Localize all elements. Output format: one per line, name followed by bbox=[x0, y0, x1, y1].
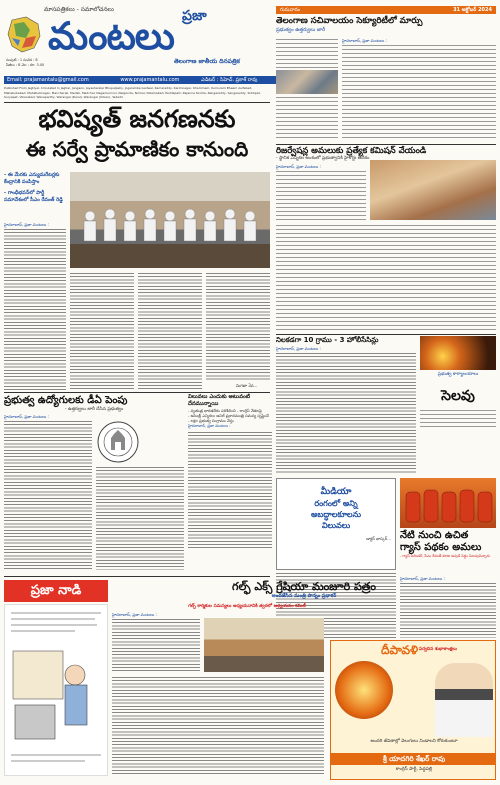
diwali-caption: ప్రభుత్వ కార్యాలయాలు bbox=[437, 372, 479, 377]
media-line1: మీడియా bbox=[320, 487, 352, 497]
media-byline: డాక్టర్ భాస్కర్... bbox=[366, 536, 391, 541]
ad-portrait bbox=[435, 663, 493, 737]
reservations-dateline: హైదరాబాద్, ప్రజా మంటలు : bbox=[276, 164, 321, 169]
logo-small: ప్రజా bbox=[182, 8, 207, 24]
gas-headline-line2: గ్యాస్ పథకం అమలు bbox=[400, 542, 482, 553]
praja-nadi-cartoon bbox=[4, 604, 108, 776]
diwali-lamps-photo bbox=[420, 336, 496, 370]
gold-headline: నిలకడగా 10 గ్రాము - 3 హోలీసేసిన్లు bbox=[276, 336, 379, 344]
published-from: Published From Jagtiyal, Circulated In Jagtial, Jangaon, Jayashankar Bhupalpally, Jogulamba Gadwal, Kamareddy, Karimnagar, Khammam, Kumuram Bheem Asifabad, Mahabubabad, Mahabubnagar, Mancherial, Medak, Medchal, Nagarkurnool, Nalgonda, Nirmal, Nizamabad, Peddapalli, Rajanna Sircilla, Rangareddy, Sangareddy, Siddipet, Suryapet, Vikarabad, Wanaparthy, Warangal (Rural), Warangal (Urban), Yadadri bbox=[4, 86, 261, 100]
media-line2: రంగంలో అన్ని bbox=[314, 499, 358, 508]
diwali-holiday-box bbox=[420, 336, 496, 476]
lead-body-col4 bbox=[206, 272, 270, 382]
ad-title: దీపావళి bbox=[381, 643, 419, 657]
gas-headline-line1: నేటి నుంచి ఉచిత bbox=[400, 530, 469, 541]
gulf-subhead: అందజేసిన మంత్రి పొన్నం ప్రభాకర్ bbox=[271, 593, 337, 599]
secretariat-photo bbox=[276, 70, 338, 94]
gulf-dateline: హైదరాబాద్, ప్రజా మంటలు : bbox=[112, 612, 157, 617]
center-headline: విలువలు ఎందుకు అటువంటి దేనమున్నాయి bbox=[188, 394, 251, 407]
holiday-body bbox=[420, 409, 496, 429]
cartoon-illustration-icon bbox=[5, 605, 107, 775]
website-link[interactable]: www.prajamantalu.com bbox=[120, 77, 180, 83]
holiday-headline: సెలవు bbox=[441, 388, 475, 404]
divider bbox=[4, 392, 270, 393]
masthead-tagline: మాసపత్రికలు - సమాలోచనలు bbox=[44, 6, 114, 13]
media-line3: అబద్ధాలకూలను bbox=[311, 510, 361, 519]
lead-headline-line2: ఈ సర్వే ప్రామాణికం కానుంది bbox=[25, 137, 249, 161]
ad-title2: పర్వదిన శుభాకాంక్షలు bbox=[419, 647, 457, 652]
masthead-contact-bar bbox=[4, 76, 276, 84]
lead-bullet-2: - గాంధీభవన్‌లో పార్టీ bbox=[4, 190, 45, 196]
lead-byline: మిగతా 3వ... bbox=[236, 383, 258, 388]
divider bbox=[4, 576, 270, 577]
lead-body-col3 bbox=[138, 272, 202, 390]
center-sub2: - అసెంబ్లీ ఎన్నికలు అనిల్ ప్రధానమంత్రి సమస్య సృష్టించే bbox=[188, 413, 269, 418]
praja-nadi-title: ప్రజా నాడి bbox=[30, 583, 82, 598]
employees-headline: ప్రభుత్వ ఉద్యోగులకు డీఏ పెంపు bbox=[4, 395, 128, 406]
email-text: Email: prajamantalu@gmail.com bbox=[7, 77, 89, 83]
gulf-headline: గల్ఫ్ ఎక్స్ గ్రేషియా మంజూరి పత్రం bbox=[232, 580, 376, 593]
gas-cylinder-photo bbox=[400, 478, 496, 528]
masthead-logo: మంటలు bbox=[48, 14, 174, 58]
center-sub3: - లక్షల ప్రభుత్వ సంగ్రామం వేస్తు bbox=[188, 418, 234, 423]
lead-meeting-photo bbox=[70, 172, 270, 268]
secretariat-headline: తెలంగాణ సచివాలయం సెక్యూరిటీలో మార్పు bbox=[276, 16, 423, 26]
article-gas bbox=[400, 530, 496, 574]
gold-dateline: హైదరాబాద్, ప్రజా మంటలు : bbox=[276, 346, 321, 351]
telangana-emblem-icon bbox=[96, 420, 140, 464]
article-secretariat bbox=[276, 16, 496, 142]
gas-subhead: - గ్యాస్ సిలిండర్, సీఎం రేవంత్ కూడా అపుడే సిద్ధం పిలుపునిచ్చారు bbox=[400, 554, 490, 558]
diwali-ad bbox=[330, 640, 496, 780]
gulf-subhead2: గల్ఫ్ కార్మికుల సమస్యలు అధ్యయనానికి త్వరలో అధ్యయనం కమిటీ bbox=[188, 604, 306, 609]
issue-info: సంపుటి : 1 సంచిక : 8 పేజీలు : 8 వెల : రూ. 3.00 bbox=[6, 58, 45, 67]
secretariat-body-left bbox=[276, 38, 338, 68]
masthead-subtitle: తెలంగాణ జాతీయ దినపత్రిక bbox=[174, 58, 240, 65]
masthead bbox=[4, 6, 276, 76]
meeting-figures-icon bbox=[70, 172, 270, 268]
ad-diya-icon bbox=[335, 661, 393, 719]
lead-bullet-1: - ఈ మేరకు ఎన్యుమరేటర్లకు bbox=[4, 172, 60, 178]
gold-body bbox=[276, 352, 416, 474]
reservations-body-left bbox=[276, 170, 366, 222]
secretariat-body-right bbox=[342, 44, 496, 140]
article-gold bbox=[276, 336, 416, 476]
reservations-body-bottom bbox=[276, 224, 496, 330]
date-bar bbox=[276, 6, 496, 14]
divider bbox=[276, 144, 496, 145]
lead-body-col2 bbox=[70, 272, 134, 390]
ad-body: అందరి జీవితాల్లో వెలుగులు నిండాలని కోరుకుంటూ bbox=[370, 739, 458, 744]
lead-headline-line1: భవిష్యత్ జనగణనకు bbox=[38, 105, 236, 133]
divider bbox=[276, 334, 496, 335]
secretariat-dateline: హైదరాబాద్, ప్రజా మంటలు : bbox=[342, 38, 387, 43]
lead-bullet-1b: కేంద్రానికి పంపిస్తాం bbox=[4, 179, 40, 185]
gas-cylinder-icon bbox=[400, 478, 496, 528]
secretariat-subhead: ప్రభుత్వం ఉత్తర్వులు జారీ bbox=[276, 27, 326, 33]
media-box bbox=[276, 478, 396, 570]
reservations-subhead: - స్థానిక ఎన్నికల అంశంలో ప్రభుత్వానికి హైకోర్టు ఆదేశం bbox=[276, 156, 370, 161]
lead-headline bbox=[4, 104, 270, 168]
ad-name: శ్రీ యాదగిరి శేఖర్ రావు bbox=[331, 753, 496, 765]
employees-subhead: - ఉత్తర్వులు జారీ చేసిన ప్రభుత్వం bbox=[64, 407, 124, 412]
article-reservations bbox=[276, 146, 496, 332]
employees-body-right bbox=[96, 466, 184, 570]
media-line4: విలువలు bbox=[321, 521, 351, 530]
article-center bbox=[188, 394, 272, 574]
day-label: గురువారం bbox=[280, 7, 301, 13]
secretariat-body-left2 bbox=[276, 96, 338, 140]
article-employees-da bbox=[4, 394, 184, 574]
high-court-photo bbox=[370, 160, 496, 220]
gas-dateline: హైదరాబాద్, ప్రజా మంటలు : bbox=[400, 576, 445, 581]
center-sub1: - స్వతంత్ర భారతదేశం పరిశీలించి - కాంగ్రెస్ నేతలపై bbox=[188, 408, 262, 413]
lead-body-col1 bbox=[4, 228, 66, 390]
date-label: 31 అక్టోబర్ 2024 bbox=[453, 7, 492, 13]
gulf-ceremony-photo bbox=[204, 618, 324, 672]
lead-bullets bbox=[4, 172, 70, 222]
ad-footer: కాంగ్రెస్ పార్టీ, పెద్దపల్లి bbox=[395, 767, 433, 772]
employees-body-left bbox=[4, 420, 92, 570]
editor-text: ఎడిటర్ : సిహెచ్. ప్రకాశ్ రావు bbox=[201, 77, 258, 83]
gulf-body-col1 bbox=[112, 618, 200, 672]
lead-bullet-2b: సమావేశంలో సీఎం రేవంత్ రెడ్డి bbox=[4, 197, 63, 203]
employees-dateline: హైదరాబాద్, ప్రజా మంటలు : bbox=[4, 414, 49, 419]
telangana-map-icon bbox=[6, 16, 42, 54]
divider bbox=[4, 102, 270, 103]
praja-nadi-box bbox=[4, 580, 108, 602]
center-body bbox=[188, 431, 272, 549]
center-dateline: హైదరాబాద్, ప్రజా మంటలు : bbox=[188, 423, 231, 428]
reservations-headline: రిజర్వేషన్ల అమలుకు ప్రత్యేక కమిషన్ వేయండి bbox=[276, 146, 427, 156]
lead-dateline: హైదరాబాద్, ప్రజా మంటలు : bbox=[4, 222, 49, 227]
gulf-body-bottom bbox=[112, 676, 324, 776]
